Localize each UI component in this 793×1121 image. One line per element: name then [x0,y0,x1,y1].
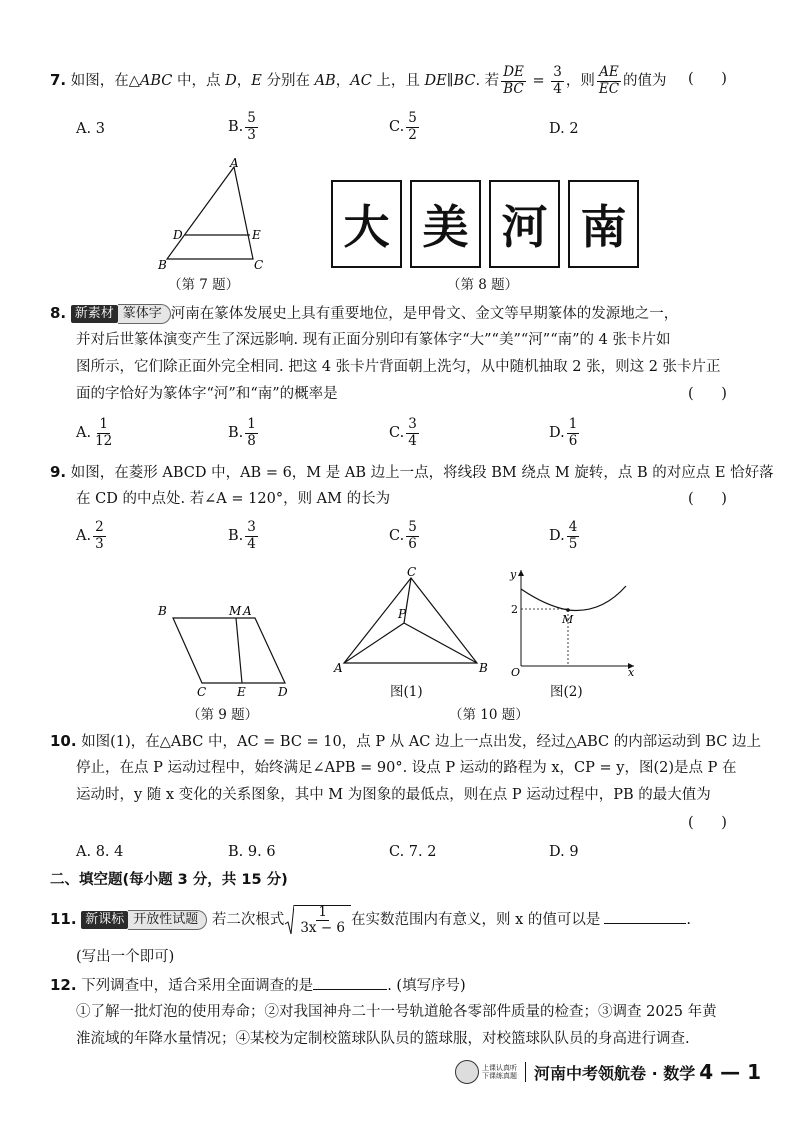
q7-label-a: A [230,156,239,170]
q12-answer-blank[interactable] [313,989,387,990]
q8-tag-new-material: 新素材 [71,305,118,323]
q8-answer-paren[interactable]: ( ) [688,386,727,402]
q8-card-da: 大 [331,180,402,268]
q10-fig2-label-o: O [511,666,521,679]
q11-radical: $\frac{1}{3x - 6}$ [284,904,351,936]
section-2-heading: 二、填空题(每小题 3 分，共 15 分) [50,872,288,888]
q9-stem-line2: 在 CD 的中点处. 若∠A = 120°，则 AM 的长为 [76,491,391,507]
q10-option-b[interactable]: B. 9. 6 [228,844,276,860]
q9-label-c: C [197,685,207,699]
q10-stem-line3: 运动时，y 随 x 变化的关系图象，其中 M 为图象的最低点，则在点 P 运动过程中，PB 的最大值为 [76,787,711,803]
q10-stem-line1: 10. 如图(1)，在△ABC 中，AC = BC = 10，点 P 从 AC 边上一点出发，经过△ABC 的内部运动到 BC 边上 [50,732,761,750]
q9-label-a: A [243,604,252,618]
q7-answer-paren[interactable]: ( ) [688,71,727,87]
q10-caption: （第 10 题） [449,707,529,723]
q9-caption: （第 9 题） [187,707,259,723]
q8-number: 8. [50,304,67,322]
q7-option-a[interactable]: A. 3 [76,121,105,137]
q11-stem-line2: (写出一个即可) [76,949,175,965]
q9-number: 9. [50,463,67,481]
q10-option-d[interactable]: D. 9 [549,844,579,860]
q10-fig2-label-2: 2 [511,603,518,616]
q9-option-c[interactable]: C. $\frac{5}{6}$ [389,519,417,552]
q10-answer-paren[interactable]: ( ) [688,815,727,831]
q7-triangle-figure [150,155,270,275]
q8-option-a[interactable]: A. $\frac{1}{12}$ [76,416,113,449]
q8-stem-line4: 面的字恰好为篆体字“河”和“南”的概率是 [76,386,338,402]
q8-card-nan: 南 [568,180,639,268]
q7-label-b: B [158,258,167,272]
q8-caption: （第 8 题） [447,277,519,293]
footer-page-number: 4 — 1 [699,1060,761,1084]
footer-title: 河南中考领航卷 · 数学 [534,1063,696,1083]
q7-label-e: E [252,228,261,242]
q7-number: 7. [50,71,67,89]
q7-fraction-3-4: $\frac{3}{4}$ [553,64,562,97]
q9-label-b: B [158,604,167,618]
q8-stem-line2: 并对后世篆体演变产生了深远影响. 现有正面分别印有篆体字“大”“美”“河”“南”的 4 张卡片如 [76,332,671,348]
q9-label-m: M [229,604,242,618]
q11-number: 11. [50,910,77,928]
q9-option-d[interactable]: D. $\frac{4}{5}$ [549,519,578,552]
q10-fig2-label-m: M [562,613,574,626]
q10-fig1-label-b: B [479,661,488,675]
q10-fig1-caption: 图(1) [390,684,423,700]
q7-fraction-de-bc: $\frac{DE}{BC}$ [503,64,524,97]
q7-label-c: C [254,258,264,272]
q7-stem: 7. 如图，在△ABC 中，点 D，E 分别在 AB，AC 上，且 DE∥BC. 若 $\frac{DE}{BC}$ = $\frac{3}{4}$ ，则 $\frac{AE}{EC}$ 的值为 [50,64,667,97]
q7-fraction-ae-ec: $\frac{AE}{EC}$ [598,64,620,97]
q10-option-c[interactable]: C. 7. 2 [389,844,437,860]
q7-label-d: D [173,228,183,242]
q10-fig1-label-p: P [398,607,407,621]
q8-tag-seal-script: 篆体字 [118,304,171,324]
q10-fig1-label-a: A [334,661,343,675]
q8-option-c[interactable]: C. $\frac{3}{4}$ [389,416,417,449]
q11-tag-open-question: 开放性试题 [128,910,207,930]
q9-option-a[interactable]: A. $\frac{2}{3}$ [76,519,104,552]
footer-divider [525,1062,526,1082]
q7-option-c[interactable]: C. $\frac{5}{2}$ [389,110,417,143]
q12-stem-line2: ①了解一批灯泡的使用寿命；②对我国神舟二十一号轨道舱各零部件质量的检查；③调查 2025 年黄 [76,1004,717,1020]
q10-figure-2-graph [506,564,642,680]
q8-card-he: 河 [489,180,560,268]
q8-stem-line3: 图所示，它们除正面外完全相同. 把这 4 张卡片背面朝上洗匀，从中随机抽取 2 张，则这 2 张卡片正 [76,359,721,375]
q11-stem-line1: 11. 新课标 开放性试题 若二次根式 $\frac{1}{3x - 6}$ 在实数范围内有意义，则 x 的值可以是 . [50,903,692,936]
q7-option-b[interactable]: B. $\frac{5}{3}$ [228,110,256,143]
q9-option-b[interactable]: B. $\frac{3}{4}$ [228,519,256,552]
q9-stem-line1: 9. 如图，在菱形 ABCD 中，AB = 6，M 是 AB 边上一点，将线段 BM 绕点 M 旋转，点 B 的对应点 E 恰好落 [50,463,774,481]
q9-rhombus-figure [150,598,300,702]
q9-label-e: E [237,685,246,699]
q10-stem-line2: 停止，在点 P 运动过程中，始终满足∠APB = 90°. 设点 P 运动的路程为 x，CP = y，图(2)是点 P 在 [76,760,737,776]
q7-caption: （第 7 题） [168,277,240,293]
q8-stem-line1: 8. 新素材 篆体字 河南在篆体发展史上具有重要地位，是甲骨文、金文等早期篆体的发源地之一， [50,304,679,322]
q9-label-d: D [278,685,288,699]
q10-option-a[interactable]: A. 8. 4 [76,844,124,860]
q12-number: 12. [50,976,77,994]
mascot-icon [455,1060,479,1084]
q10-figure-1-triangle [332,565,492,677]
q11-answer-blank[interactable] [604,923,686,924]
q8-option-b[interactable]: B. $\frac{1}{8}$ [228,416,256,449]
q12-stem-line1: 12. 下列调查中，适合采用全面调查的是 . (填写序号) [50,976,466,994]
q11-tag-new-standard: 新课标 [81,911,128,929]
q10-fig2-label-x: x [628,666,635,679]
q7-option-d[interactable]: D. 2 [549,121,579,137]
footer-slogan: 上课认真听 下课练真题 [482,1064,517,1080]
q10-number: 10. [50,732,77,750]
q8-card-mei: 美 [410,180,481,268]
q10-fig2-caption: 图(2) [550,684,583,700]
q12-stem-line3: 淮流域的年降水量情况；④某校为定制校篮球队队员的篮球服，对校篮球队队员的身高进行调查. [76,1031,690,1047]
q9-answer-paren[interactable]: ( ) [688,491,727,507]
q10-fig1-label-c: C [407,565,417,579]
page-footer [455,1058,761,1086]
q10-fig2-label-y: y [510,568,517,581]
q8-option-d[interactable]: D. $\frac{1}{6}$ [549,416,578,449]
